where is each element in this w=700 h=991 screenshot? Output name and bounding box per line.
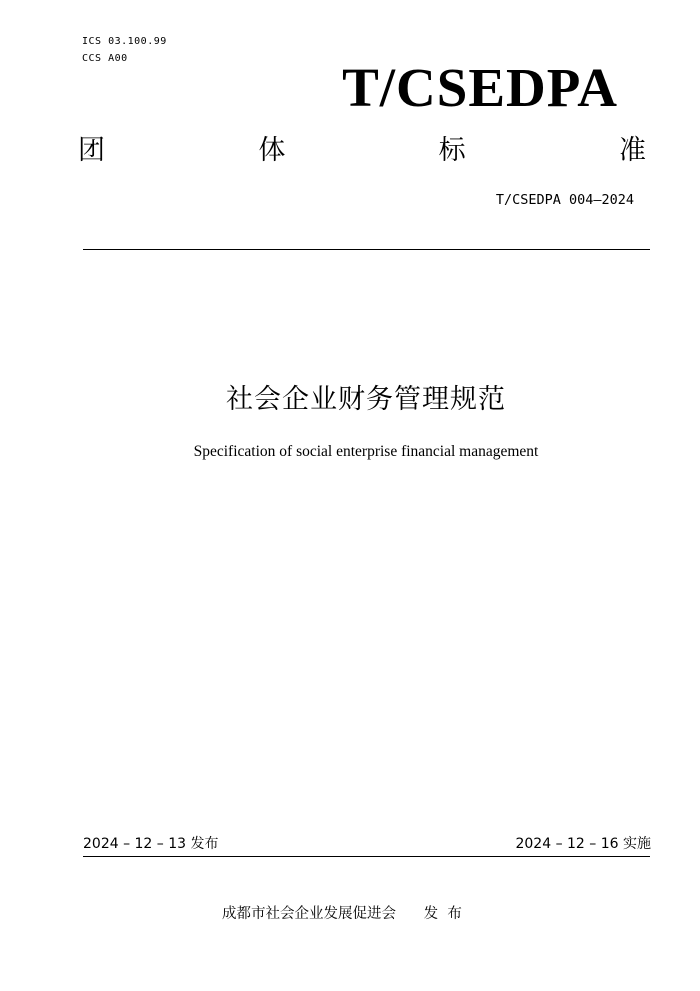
publish-date: 2024 – 12 – 13 发布: [83, 836, 219, 852]
footer-divider: [83, 856, 650, 857]
ccs-code: CCS A00: [82, 53, 128, 64]
publisher: 成都市社会企业发展促进会 发 布: [222, 906, 462, 922]
standard-type-char: 团: [78, 135, 105, 166]
standard-number: T/CSEDPA 004—2024: [495, 192, 634, 208]
standard-type-char: 体: [258, 135, 286, 166]
ics-code: ICS 03.100.99: [82, 36, 167, 47]
implement-date: 2024 – 12 – 16 实施: [515, 836, 651, 852]
standard-brand-logo: T/CSEDPA: [342, 57, 618, 118]
document-title-english: Specification of social enterprise financial management: [193, 443, 539, 460]
standard-type-char: 准: [618, 135, 646, 166]
standard-type-char: 标: [438, 135, 466, 166]
document-title-chinese: 社会企业财务管理规范: [226, 384, 506, 415]
header-divider: [83, 249, 650, 250]
standard-type-heading: [78, 133, 646, 169]
